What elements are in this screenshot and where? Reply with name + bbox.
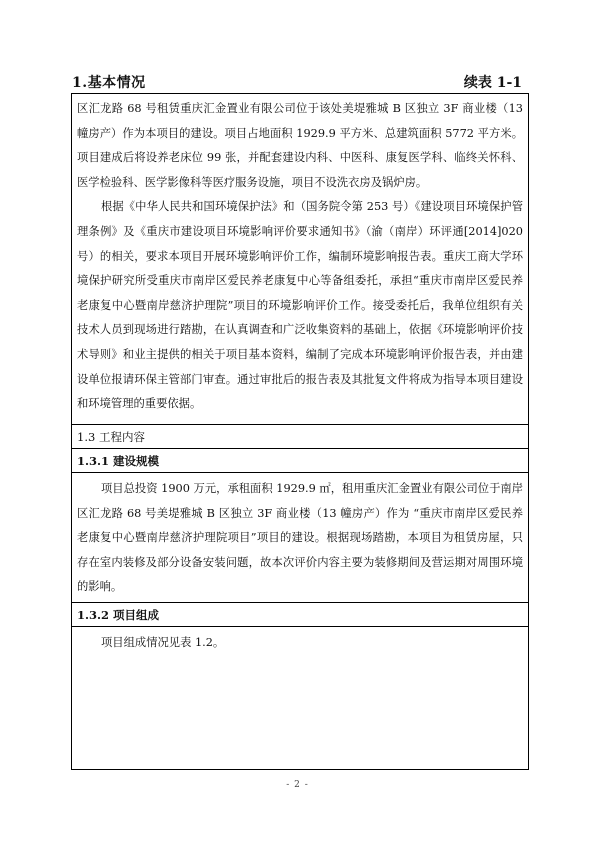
- scale-text: 项目总投资 1900 万元，承租面积 1929.9 ㎡，租用重庆汇金置业有限公司位于南岸区汇龙路 68 号美堤雅城 B 区独立 3F 商业楼（13 幢房产）作为 “重庆市南岸区爱民养老康复中心暨南岸慈济护理院项目”项目的建设。根据现场踏勘，本项目为租赁房屋，只存在室内装修及部分设备安装问题，故本次评价内容主要为装修期间及营运期对周围环境的影响。: [77, 482, 523, 594]
- scale-cell: [72, 473, 528, 603]
- section-title-1-3-1: 1.3.1 建设规模: [72, 449, 528, 473]
- composition-text: 项目组成情况见表 1.2。: [101, 636, 225, 649]
- intro-cell: [72, 94, 528, 425]
- page-number: - 2 -: [286, 780, 309, 790]
- composition-cell: [72, 627, 528, 769]
- section-title-1-3: 1.3 工程内容: [72, 425, 528, 449]
- page-header: [72, 70, 528, 90]
- table-continuation-label: 续表 1-1: [463, 75, 522, 91]
- section-heading: 1.基本情况: [72, 75, 146, 91]
- intro-paragraph-1: 区汇龙路 68 号租赁重庆汇金置业有限公司位于该处美堤雅城 B 区独立 3F 商业楼（13 幢房产）作为本项目的建设。项目占地面积 1929.9 平方米、总建筑面积 5772 平方米。项目建成后将设养老床位 99 张，并配套建设内科、中医科、康复医学科、临终关怀科、医学检验科、医学影像科等医疗服务设施，项目不设洗衣房及锅炉房。: [77, 102, 523, 189]
- intro-text: [72, 97, 528, 417]
- content-table: [71, 93, 529, 770]
- intro-paragraph-2: 根据《中华人民共和国环境保护法》和（国务院令第 253 号）《建设项目环境保护管理条例》及《重庆市建设项目环境影响评价要求通知书》（渝（南岸）环评通[2014]020 号）的相关，要求本项目开展环境影响评价工作，编制环境影响报告表。重庆工商大学环境保护研究所受重庆市南岸区爱民养老康复中心等备组委托，承担“重庆市南岸区爱民养老康复中心暨南岸慈济护理院”项目的环境影响评价工作。接受委托后，我单位组织有关技术人员到现场进行踏勘，在认真调查和广泛收集资料的基础上，依据《环境影响评价技术导则》和业主提供的相关于项目基本资料，编制了完成本环境影响评价报告表，并由建设单位报请环保主管部门审查。通过审批后的报告表及其批复文件将成为指导本项目建设和环境管理的重要依据。: [77, 200, 523, 411]
- section-title-1-3-2: 1.3.2 项目组成: [72, 603, 528, 627]
